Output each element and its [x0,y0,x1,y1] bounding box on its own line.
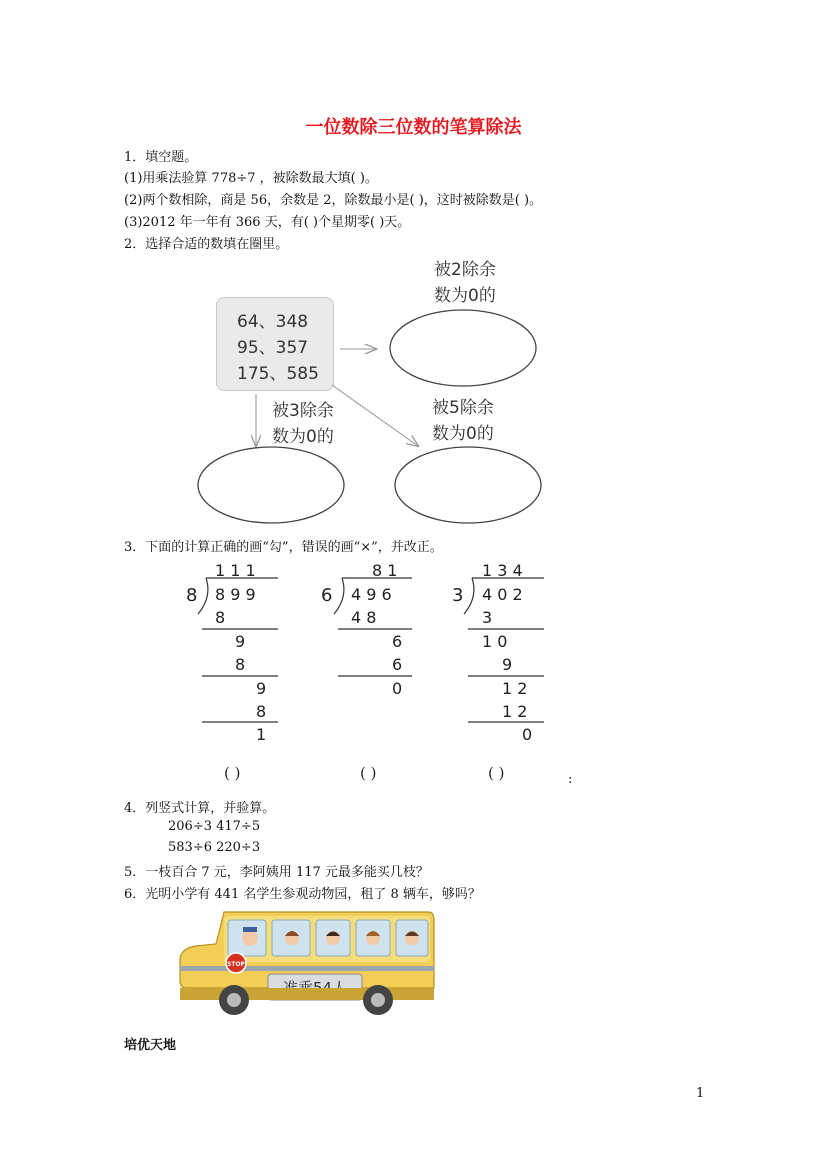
calc3-row: 0 [522,725,533,744]
numbers-row-2: 95、357 [237,338,309,358]
label-divisible-by-5: 被5除余 数为0的 [432,398,494,444]
calc2-row: 4 8 [351,608,377,627]
calc3-divisor: 3 [452,585,464,606]
numbers-row-1: 64、348 [237,312,309,332]
calc1-row: 9 [235,632,246,651]
calc2-divisor: 6 [321,585,333,606]
numbers-row-3: 175、585 [237,364,319,384]
q2-heading: 2．选择合适的数填在圈里。 [124,237,289,252]
calc2-row: 0 [392,679,403,698]
answer-blank-2[interactable]: ( ) [360,764,377,782]
calc1-dividend: 8 9 9 [215,585,256,604]
calc3-row: 1 0 [482,632,508,651]
q3-heading: 3．下面的计算正确的画“勾”，错误的画“×”，并改正。 [124,540,443,555]
label-divisible-by-2: 被2除余 数为0的 [434,260,496,306]
q4-heading: 4．列竖式计算，并验算。 [124,801,276,816]
calc3-dividend: 4 0 2 [482,585,523,604]
calc2-dividend: 4 9 6 [351,585,392,604]
q1-heading: 1．填空题。 [124,150,198,165]
calc2-row: 6 [392,632,403,651]
calc2-row: 6 [392,655,403,674]
calc1-row: 8 [256,702,267,721]
calc1-divisor: 8 [186,585,198,606]
calc1-row: 8 [215,608,226,627]
q4-row-2: 583÷6 220÷3 [168,840,261,855]
calc3-row: 1 2 [502,702,528,721]
calc1-row: 1 [256,725,267,744]
calc2-quotient: 8 1 [372,561,398,580]
calc3-quotient: 1 3 4 [482,561,523,580]
section-heading: 培优天地 [124,1038,177,1053]
q4-row-1: 206÷3 417÷5 [168,819,261,834]
answer-blank-3[interactable]: ( ) [488,764,505,782]
page-title: 一位数除三位数的笔算除法 [305,117,522,138]
label-divisible-by-3: 被3除余 数为0的 [272,401,334,447]
q6-text: 6．光明小学有 441 名学生参观动物园，租了 8 辆车，够吗？ [124,887,481,902]
q1-item-2: (2)两个数相除，商是 56，余数是 2，除数最小是( )，这时被除数是( )。 [124,193,543,208]
calc3-row: 1 2 [502,679,528,698]
calc1-row: 8 [235,655,246,674]
q5-text: 5．一枝百合 7 元，李阿姨用 117 元最多能买几枝？ [124,865,429,880]
calc3-row: 3 [482,608,493,627]
calc3-row: 9 [502,655,513,674]
page-number: 1 [696,1086,705,1101]
bus-illustration [176,908,436,1018]
q1-item-3: (3)2012 年一年有 366 天，有( )个星期零( )天。 [124,215,411,230]
trailing-colon: : [568,772,573,787]
calc1-row: 9 [256,679,267,698]
q1-item-1: (1)用乘法验算 778÷7 ，被除数最大填( )。 [124,171,378,186]
calc1-quotient: 1 1 1 [215,561,256,580]
stop-sign: STOP [227,961,245,968]
answer-blank-1[interactable]: ( ) [224,764,241,782]
